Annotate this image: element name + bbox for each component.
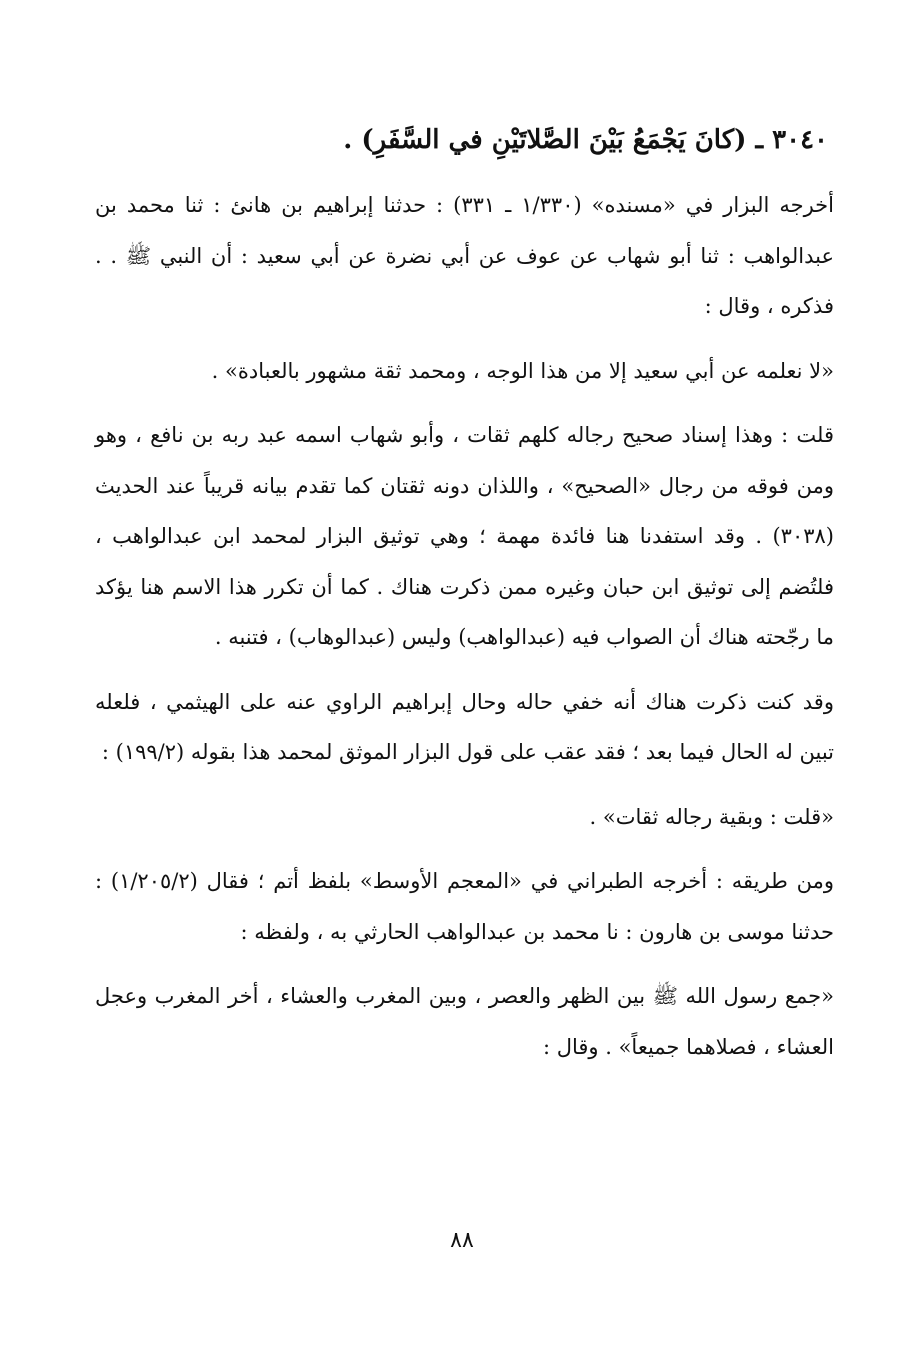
paragraph-haythami-quote: «قلت : وبقية رجاله ثقات» . — [589, 804, 834, 829]
paragraph-takhrij: أخرجه البزار في «مسنده» (١/٣٣٠ ـ ٣٣١) : حدثنا إبراهيم بن هانئ : ثنا محمد بن عبدالواهب : ثنا أبو شهاب عن عوف عن أبي نضرة عن أبي سعيد : أن النبي ﷺ . . فذكره ، وقال : — [95, 193, 834, 318]
paragraph-tabarani-quote: «جمع رسول الله ﷺ بين الظهر والعصر ، وبين المغرب والعشاء ، أخر المغرب وعجل العشاء ، فصلاهما جميعاً» . وقال : — [95, 984, 834, 1059]
hadith-title: ٣٠٤٠ ـ (كانَ يَجْمَعُ بَيْنَ الصَّلاتَيْنِ في السَّفَرِ) . — [343, 125, 828, 155]
paragraph-haythami-note: وقد كنت ذكرت هناك أنه خفي حاله وحال إبراهيم الراوي عنه على الهيثمي ، فلعله تبين له الحال فيما بعد ؛ فقد عقب على قول البزار الموثق لمحمد هذا بقوله (١٩٩/٢) : — [95, 689, 834, 764]
paragraph-bazzar-quote: «لا نعلمه عن أبي سعيد إلا من هذا الوجه ، ومحمد ثقة مشهور بالعبادة» . — [211, 358, 834, 383]
page-body — [95, 118, 834, 1086]
paragraph-author-comment: قلت : وهذا إسناد صحيح رجاله كلهم ثقات ، وأبو شهاب اسمه عبد ربه بن نافع ، وهو ومن فوقه من رجال «الصحيح» ، واللذان دونه ثقتان كما تقدم بيانه قريباً عند الحديث (٣٠٣٨) . وقد استفدنا هنا فائدة مهمة ؛ وهي توثيق البزار لمحمد ابن عبدالواهب ، فلتُضم إلى توثيق ابن حبان وغيره ممن ذكرت هناك . كما أن تكرر هذا الاسم هنا يؤكد ما رجّحته هناك أن الصواب فيه (عبدالواهب) وليس (عبدالوهاب) ، فتنبه . — [95, 423, 834, 649]
paragraph-tabarani: ومن طريقه : أخرجه الطبراني في «المعجم الأوسط» بلفظ أتم ؛ فقال (١/٢٠٥/٢) : حدثنا موسى بن هارون : نا محمد بن عبدالواهب الحارثي به ، ولفظه : — [95, 869, 834, 944]
page-number: ٨٨ — [450, 1228, 474, 1253]
